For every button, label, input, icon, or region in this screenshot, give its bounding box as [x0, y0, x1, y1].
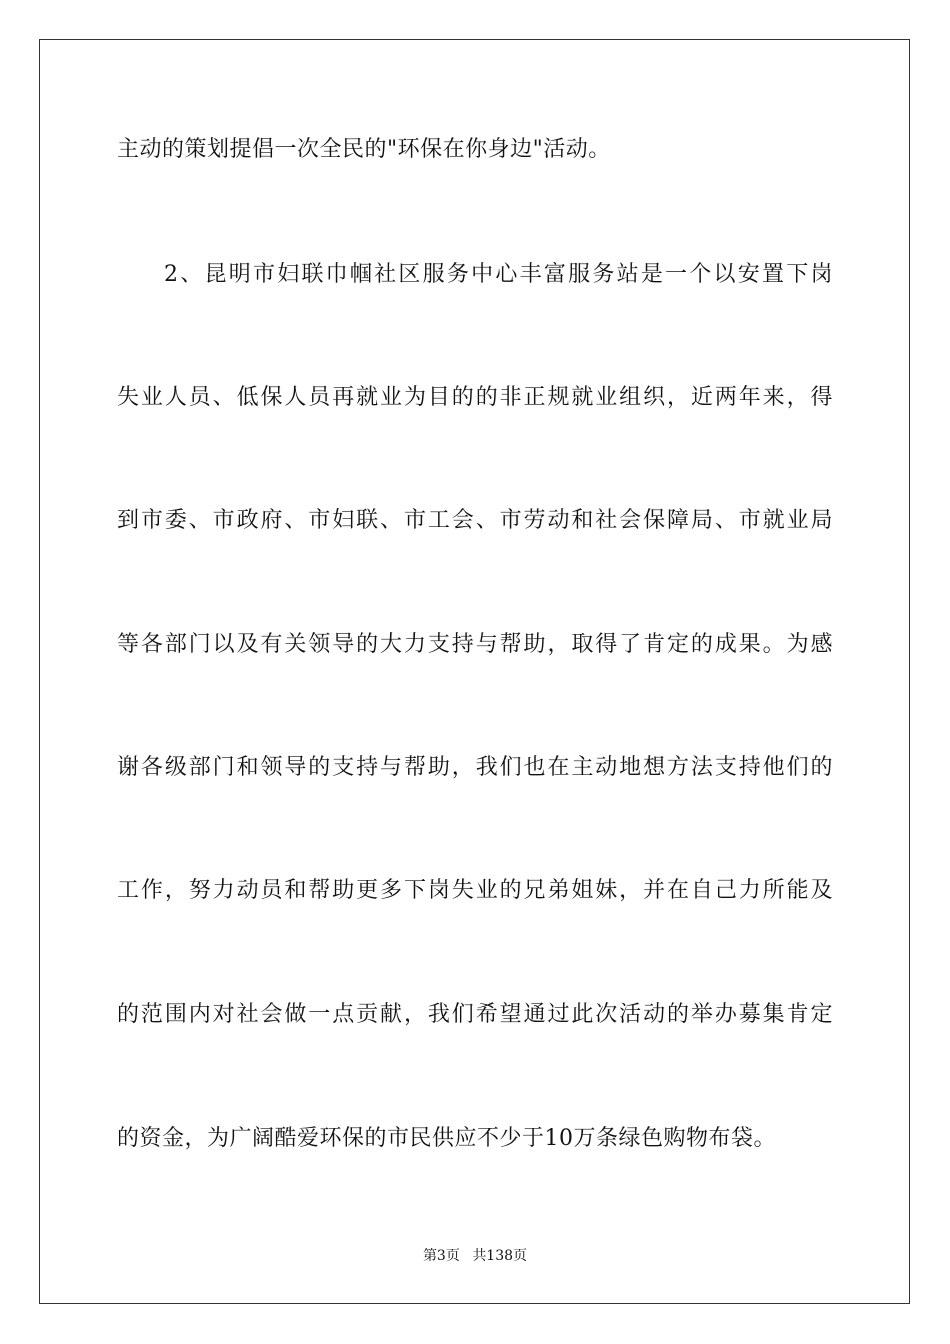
text-line-7: 工作，努力动员和帮助更多下岗失业的兄弟姐妹，并在自己力所能及	[117, 878, 833, 903]
text-line-2: 2、昆明市妇联巾帼社区服务中心丰富服务站是一个以安置下岗	[164, 262, 833, 287]
page-border	[39, 39, 910, 1304]
text-line-8: 的范围内对社会做一点贡献，我们希望通过此次活动的举办募集肯定	[117, 1002, 833, 1027]
text-line-6: 谢各级部门和领导的支持与帮助，我们也在主动地想方法支持他们的	[117, 755, 833, 780]
text-line-4: 到市委、市政府、市妇联、市工会、市劳动和社会保障局、市就业局	[117, 508, 833, 533]
page-footer	[0, 1247, 950, 1265]
text-line-5: 等各部门以及有关领导的大力支持与帮助，取得了肯定的成果。为感	[117, 632, 833, 657]
page-total: 共138页	[472, 1248, 528, 1264]
text-line-9: 的资金，为广阔酷爱环保的市民供应不少于10万条绿色购物布袋。	[117, 1126, 776, 1151]
text-line-3: 失业人员、低保人员再就业为目的的非正规就业组织，近两年来，得	[117, 385, 833, 410]
page-number: 第3页	[422, 1248, 460, 1264]
text-line-1: 主动的策划提倡一次全民的"环保在你身边"活动。	[117, 137, 611, 162]
